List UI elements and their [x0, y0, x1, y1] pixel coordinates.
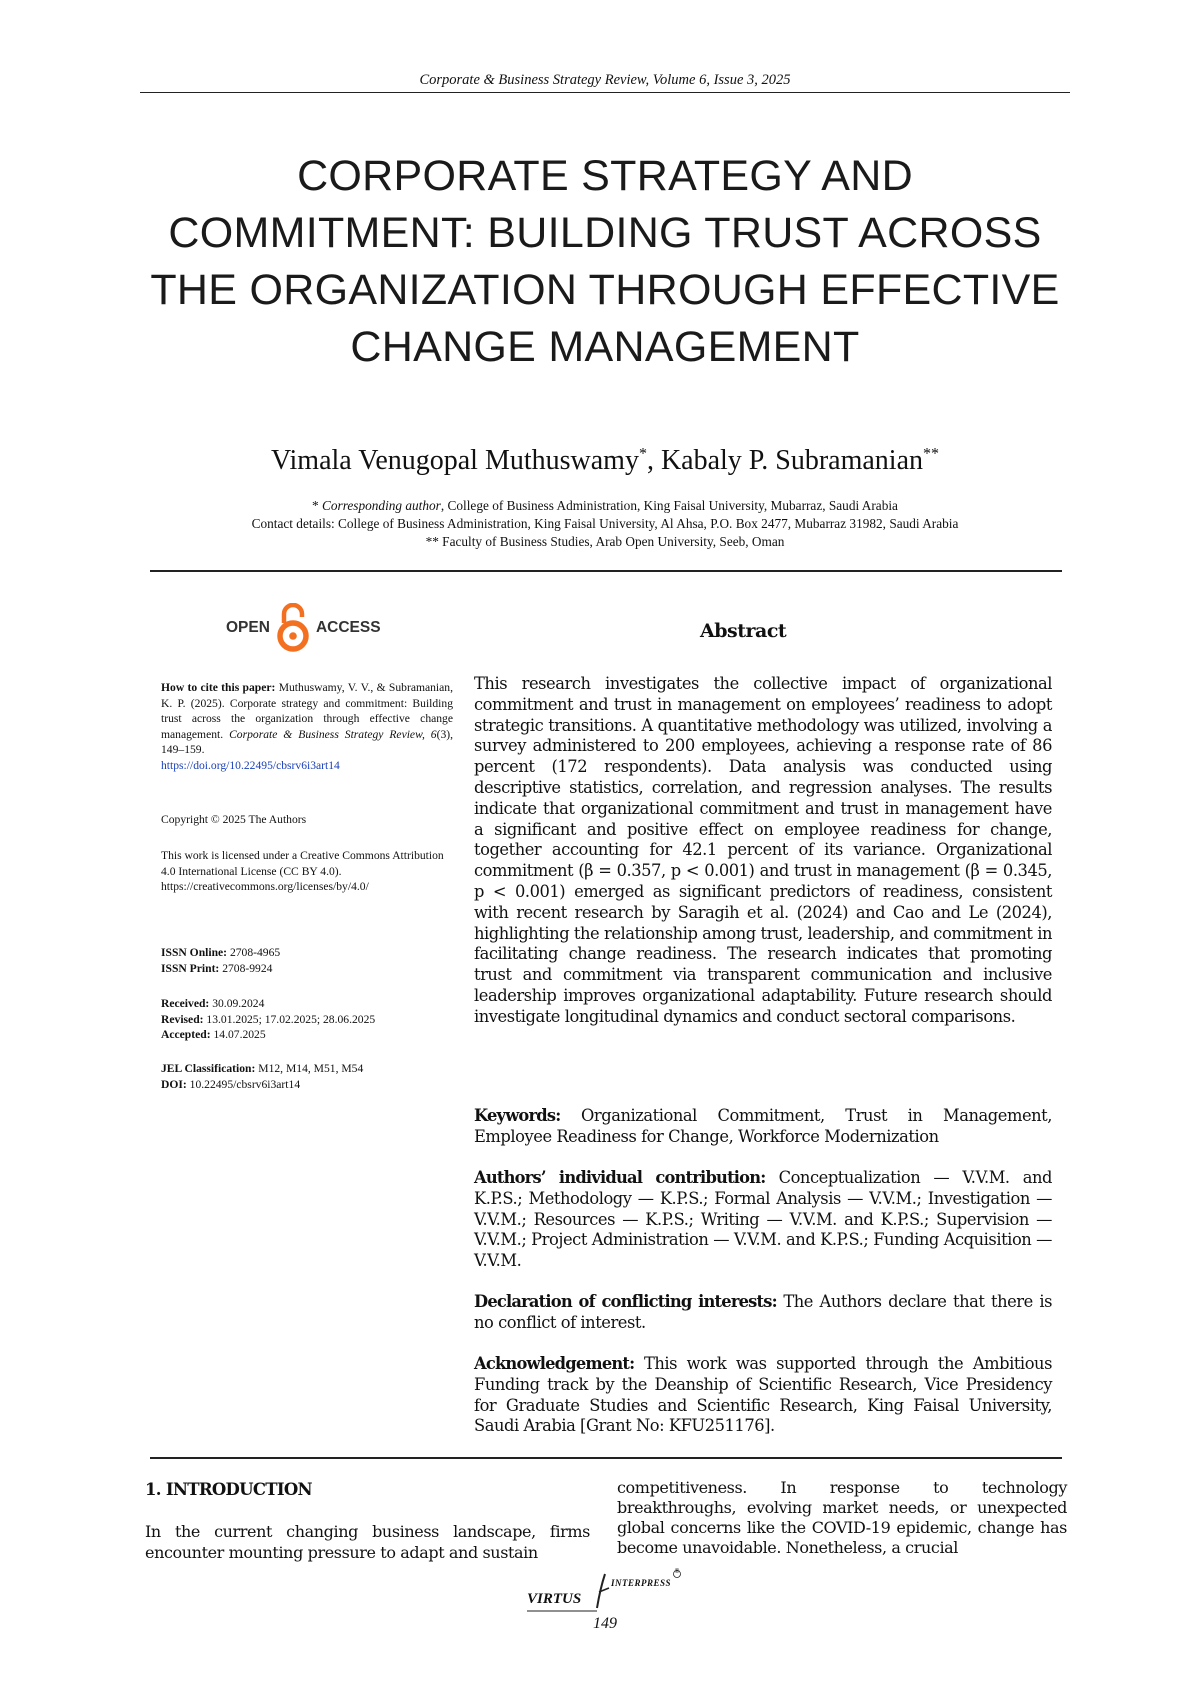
introduction-heading: 1. INTRODUCTION: [145, 1480, 312, 1499]
journal-running-header: Corporate & Business Strategy Review, Volume 6, Issue 3, 2025: [419, 72, 791, 88]
conflict-label: Declaration of conflicting interests:: [474, 1292, 777, 1311]
issn-print-value: 2708-9924: [219, 961, 273, 975]
contribution-label: Authors’ individual contribution:: [474, 1168, 766, 1187]
contact-details: Contact details: College of Business Administration, King Faisal University, Al Ahsa, P.O. Box 2477, Mubarraz 31982, Saudi Arabia: [251, 516, 959, 531]
page-number: 149: [593, 1615, 617, 1632]
cite-journal: Corporate & Business Strategy Review, 6: [229, 727, 437, 741]
keywords: [474, 1106, 1052, 1148]
jel-label: JEL Classification:: [161, 1062, 256, 1075]
cite-text: Muthuswamy, V. V., & Subramanian, K. P. (2025). Corporate strategy and commitment: Building trust across the organization through effective change management.: [161, 681, 453, 741]
section-rule: [150, 1457, 1062, 1459]
affiliation-line: [150, 497, 1060, 515]
acknowledgement-label: Acknowledgement:: [474, 1354, 635, 1373]
author-name: Kabaly P. Subramanian: [660, 445, 924, 476]
received-label: Received:: [161, 997, 210, 1010]
revised-label: Revised:: [161, 1012, 204, 1026]
abstract-text: This research investigates the collective impact of organizational commitment and trust in management on employees’ readiness to adopt strategic transitions. A quantitative methodology was utilized, involving a survey administered to 200 employees, achieving a response rate of 86 percent (172 respondents). Data analysis was conducted using descriptive statistics, correlation, and regression analyses. The results indicate that organizational commitment and trust in management have a significant and positive effect on employee readiness for change, together accounting for 42.1 percent of its variance. Organizational commitment (β = 0.357, p < 0.001) and trust in management (β = 0.345, p < 0.001) emerged as significant predictors of readiness, consistent with recent research by Saragih et al. (2024) and Cao and Le (2024), highlighting the relationship among trust, leadership, and commitment in facilitating change readiness. The research indicates that promoting trust and commitment via transparent communication and inclusive leadership improves organizational adaptability. Future research should investigate longitudinal dynamics and conduct sectoral comparisons.: [474, 674, 1052, 1026]
logo-virtus-text: VIRTUS: [527, 1591, 582, 1607]
accepted-label: Accepted:: [161, 1028, 211, 1041]
conflict-declaration: [474, 1292, 1052, 1334]
cite-issue: (3), 149–159.: [161, 727, 453, 756]
issn-online-value: 2708-4965: [227, 946, 281, 959]
author-contribution: [474, 1168, 1052, 1272]
issn-block: [161, 945, 453, 976]
jel-doi-block: [161, 1061, 453, 1092]
logo-interpress-text: INTERPRESS: [611, 1578, 672, 1588]
acknowledgement-value: This work was supported through the Ambitious Funding track by the Deanship of Scientific Research, Vice Presidency for Graduate Studies and Scientific Research, King Faisal University, Saudi Arabia [Grant No: KFU251176].: [474, 1354, 1052, 1436]
license-block: [161, 848, 453, 895]
author-mark: *: [638, 445, 647, 463]
acknowledgement: [474, 1354, 1052, 1437]
doi-link[interactable]: https://doi.org/10.22495/cbsrv6i3art14: [161, 758, 340, 772]
affiliations: [150, 497, 1060, 551]
header-rule: [140, 92, 1070, 93]
received-value: 30.09.2024: [209, 997, 265, 1010]
introduction-left-column: In the current changing business landscape, firms encounter mounting pressure to adapt and sustain: [145, 1522, 590, 1562]
paper-title: CORPORATE STRATEGY AND COMMITMENT: BUILDING TRUST ACROSS THE ORGANIZATION THROUGH EFFECTIVE CHANGE MANAGEMENT: [150, 152, 1060, 371]
revised-value: 13.01.2025; 17.02.2025; 28.06.2025: [203, 1012, 376, 1026]
open-access-right-text: ACCESS: [315, 619, 381, 636]
dates-block: [161, 996, 453, 1043]
author-separator: ,: [646, 445, 661, 476]
contribution-value: Conceptualization — V.V.M. and K.P.S.; Methodology — K.P.S.; Formal Analysis — V.V.M.; Investigation — V.V.M.; Resources — K.P.S.; Writing — V.V.M. and K.P.S.; Supervision — V.V.M.; Project Administration — V.V.M. and K.P.S.; Funding Acquisition — V.V.M.: [474, 1168, 1052, 1271]
conflict-value: The Authors declare that there is no conflict of interest.: [474, 1292, 1052, 1332]
introduction-right-column: competitiveness. In response to technology breakthroughs, evolving market needs, or unexpected global concerns like the COVID-19 epidemic, change has become unavoidable. Nonetheless, a crucial: [617, 1478, 1067, 1557]
doi-label: DOI:: [161, 1077, 187, 1091]
license-text: This work is licensed under a Creative Commons Attribution 4.0 International License (CC BY 4.0).: [161, 849, 444, 878]
issn-online-label: ISSN Online:: [161, 946, 228, 959]
logo-registered-mark: ®: [674, 1568, 680, 1575]
open-lock-icon: [274, 603, 312, 653]
citation-block: [161, 680, 453, 773]
author-mark: **: [923, 445, 940, 463]
cite-label: How to cite this paper:: [161, 681, 276, 694]
corresponding-author-label: Corresponding author: [322, 498, 441, 513]
affiliation-mark: *: [312, 498, 319, 513]
affiliation-line: ** Faculty of Business Studies, Arab Open University, Seeb, Oman: [425, 534, 785, 549]
author-name: Vimala Venugopal Muthuswamy: [270, 445, 639, 476]
issn-print-label: ISSN Print:: [161, 961, 220, 975]
publisher-logo: [525, 1568, 685, 1614]
open-access-left-text: OPEN: [226, 619, 270, 636]
keywords-label: Keywords:: [474, 1106, 561, 1125]
copyright-notice: Copyright © 2025 The Authors: [161, 813, 307, 826]
affiliation-text: , College of Business Administration, King Faisal University, Mubarraz, Saudi Arabia: [440, 498, 898, 513]
jel-value: M12, M14, M51, M54: [255, 1062, 364, 1075]
abstract-heading: Abstract: [700, 620, 787, 642]
open-access-logo: [226, 603, 381, 653]
section-rule: [150, 570, 1062, 572]
doi-value: 10.22495/cbsrv6i3art14: [186, 1077, 301, 1091]
keywords-value: Organizational Commitment, Trust in Management, Employee Readiness for Change, Workforce Modernization: [474, 1106, 1052, 1146]
author-line: [150, 445, 1060, 477]
license-url[interactable]: https://creativecommons.org/licenses/by/4.0/: [161, 880, 369, 893]
accepted-value: 14.07.2025: [210, 1028, 266, 1041]
